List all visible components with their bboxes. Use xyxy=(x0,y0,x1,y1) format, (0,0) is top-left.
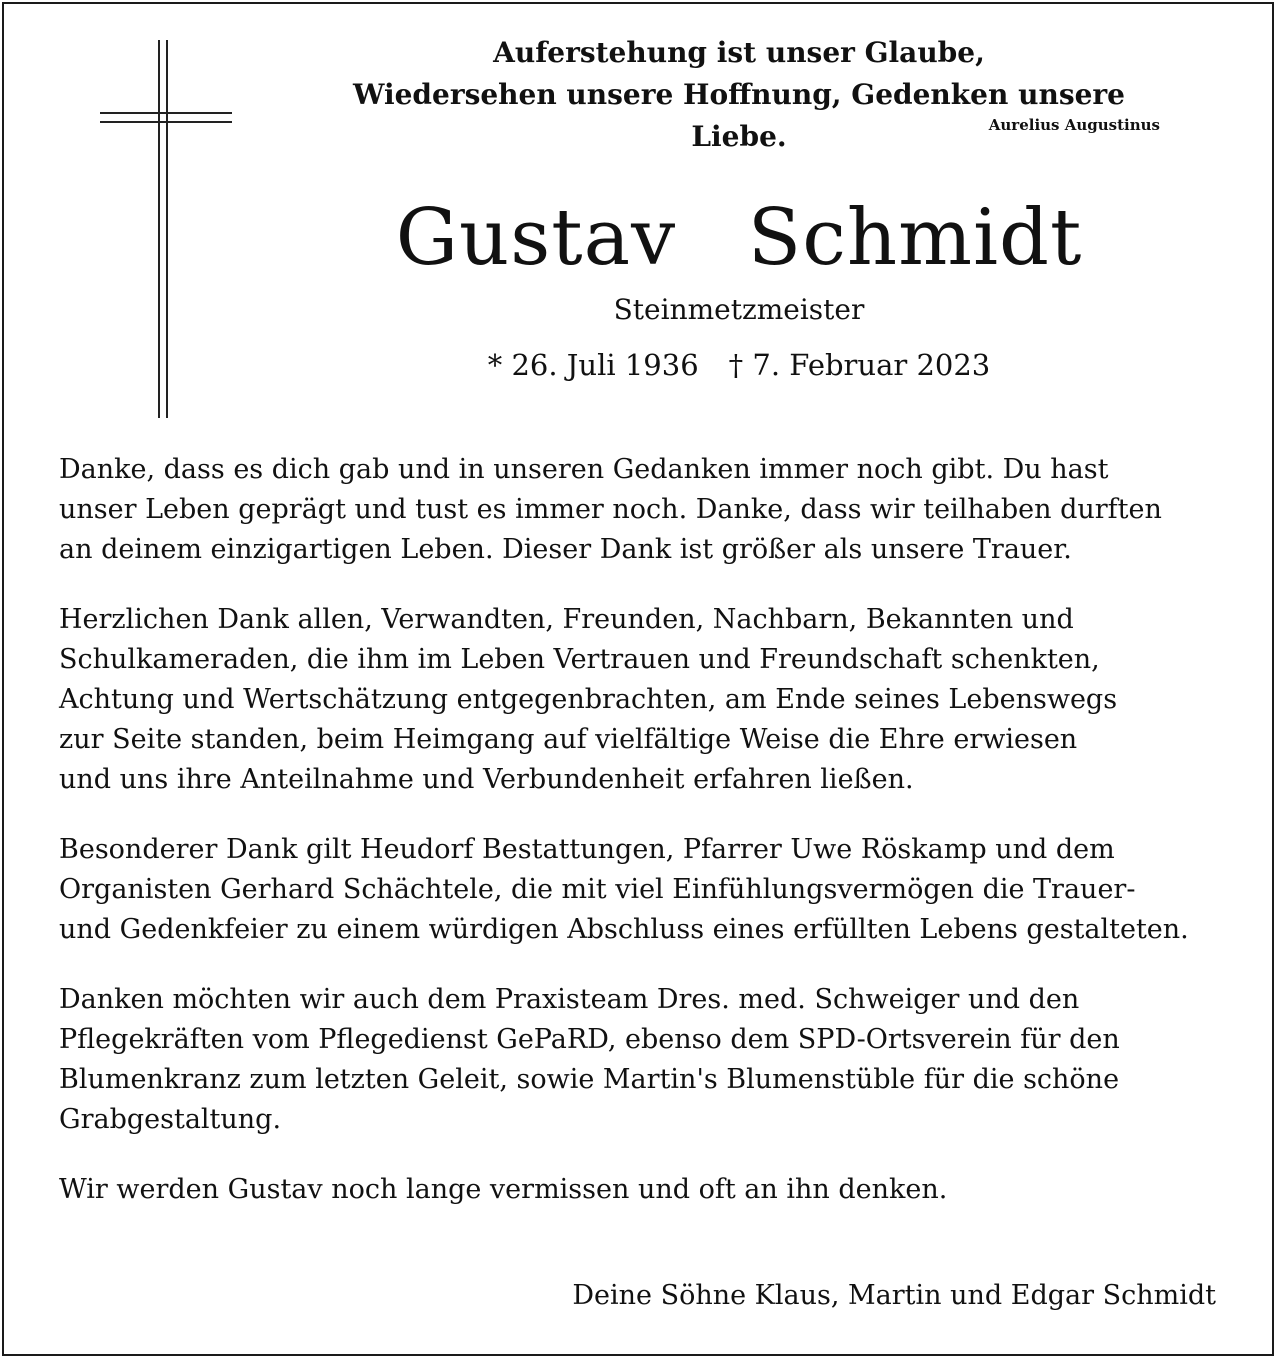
text-line: unser Leben geprägt und tust es immer noch. Danke, dass wir teilhaben durften xyxy=(59,494,1162,525)
paragraph xyxy=(59,450,1255,570)
deceased-name: Gustav Schmidt xyxy=(395,193,1083,283)
text-line: an deinem einzigartigen Leben. Dieser Dank ist größer als unsere Trauer. xyxy=(59,534,1072,565)
text-line: Wir werden Gustav noch lange vermissen und oft an ihn denken. xyxy=(59,1174,948,1205)
cross-icon xyxy=(100,40,234,420)
quote-author: Aurelius Augustinus xyxy=(988,116,1160,134)
text-line: Grabgestaltung. xyxy=(59,1104,282,1135)
text-line: Besonderer Dank gilt Heudorf Bestattungen, Pfarrer Uwe Röskamp und dem xyxy=(59,834,1115,865)
text-line: Danke, dass es dich gab und in unseren Gedanken immer noch gibt. Du hast xyxy=(59,454,1109,485)
paragraph xyxy=(59,1170,1255,1210)
paragraph xyxy=(59,600,1255,800)
birth-date: * 26. Juli 1936 xyxy=(487,348,699,382)
paragraph xyxy=(59,830,1255,950)
deceased-profession: Steinmetzmeister xyxy=(613,293,865,326)
paragraph xyxy=(59,980,1255,1140)
life-dates xyxy=(324,346,1154,384)
quote-line-2: Wiedersehen unsere Hoffnung, Gedenken unsere Liebe. xyxy=(353,78,1125,153)
text-line: Blumenkranz zum letzten Geleit, sowie Martin's Blumenstüble für die schöne xyxy=(59,1064,1120,1095)
text-line: Organisten Gerhard Schächtele, die mit viel Einfühlungsvermögen die Trauer- xyxy=(59,874,1136,905)
obituary-notice xyxy=(2,2,1274,1356)
cross-vertical-line xyxy=(158,40,160,418)
memorial-quote xyxy=(304,32,1174,158)
text-line: Achtung und Wertschätzung entgegenbrachten, am Ende seines Lebenswegs xyxy=(59,684,1118,715)
text-line: und Gedenkfeier zu einem würdigen Abschluss eines erfüllten Lebens gestalteten. xyxy=(59,914,1189,945)
text-line: und uns ihre Anteilnahme und Verbundenheit erfahren ließen. xyxy=(59,764,914,795)
signature: Deine Söhne Klaus, Martin und Edgar Schmidt xyxy=(572,1280,1216,1311)
thanks-text xyxy=(59,450,1255,1240)
cross-horizontal-line xyxy=(100,112,232,114)
text-line: Pflegekräften vom Pflegedienst GePaRD, ebenso dem SPD-Ortsverein für den xyxy=(59,1024,1120,1055)
cross-horizontal-line xyxy=(100,121,232,123)
quote-line-1: Auferstehung ist unser Glaube, xyxy=(493,36,985,69)
text-line: zur Seite standen, beim Heimgang auf vielfältige Weise die Ehre erwiesen xyxy=(59,724,1078,755)
death-date: † 7. Februar 2023 xyxy=(728,348,991,382)
cross-vertical-line xyxy=(166,40,168,418)
text-line: Danken möchten wir auch dem Praxisteam Dres. med. Schweiger und den xyxy=(59,984,1080,1015)
text-line: Schulkameraden, die ihm im Leben Vertrauen und Freundschaft schenkten, xyxy=(59,644,1100,675)
text-line: Herzlichen Dank allen, Verwandten, Freunden, Nachbarn, Bekannten und xyxy=(59,604,1074,635)
